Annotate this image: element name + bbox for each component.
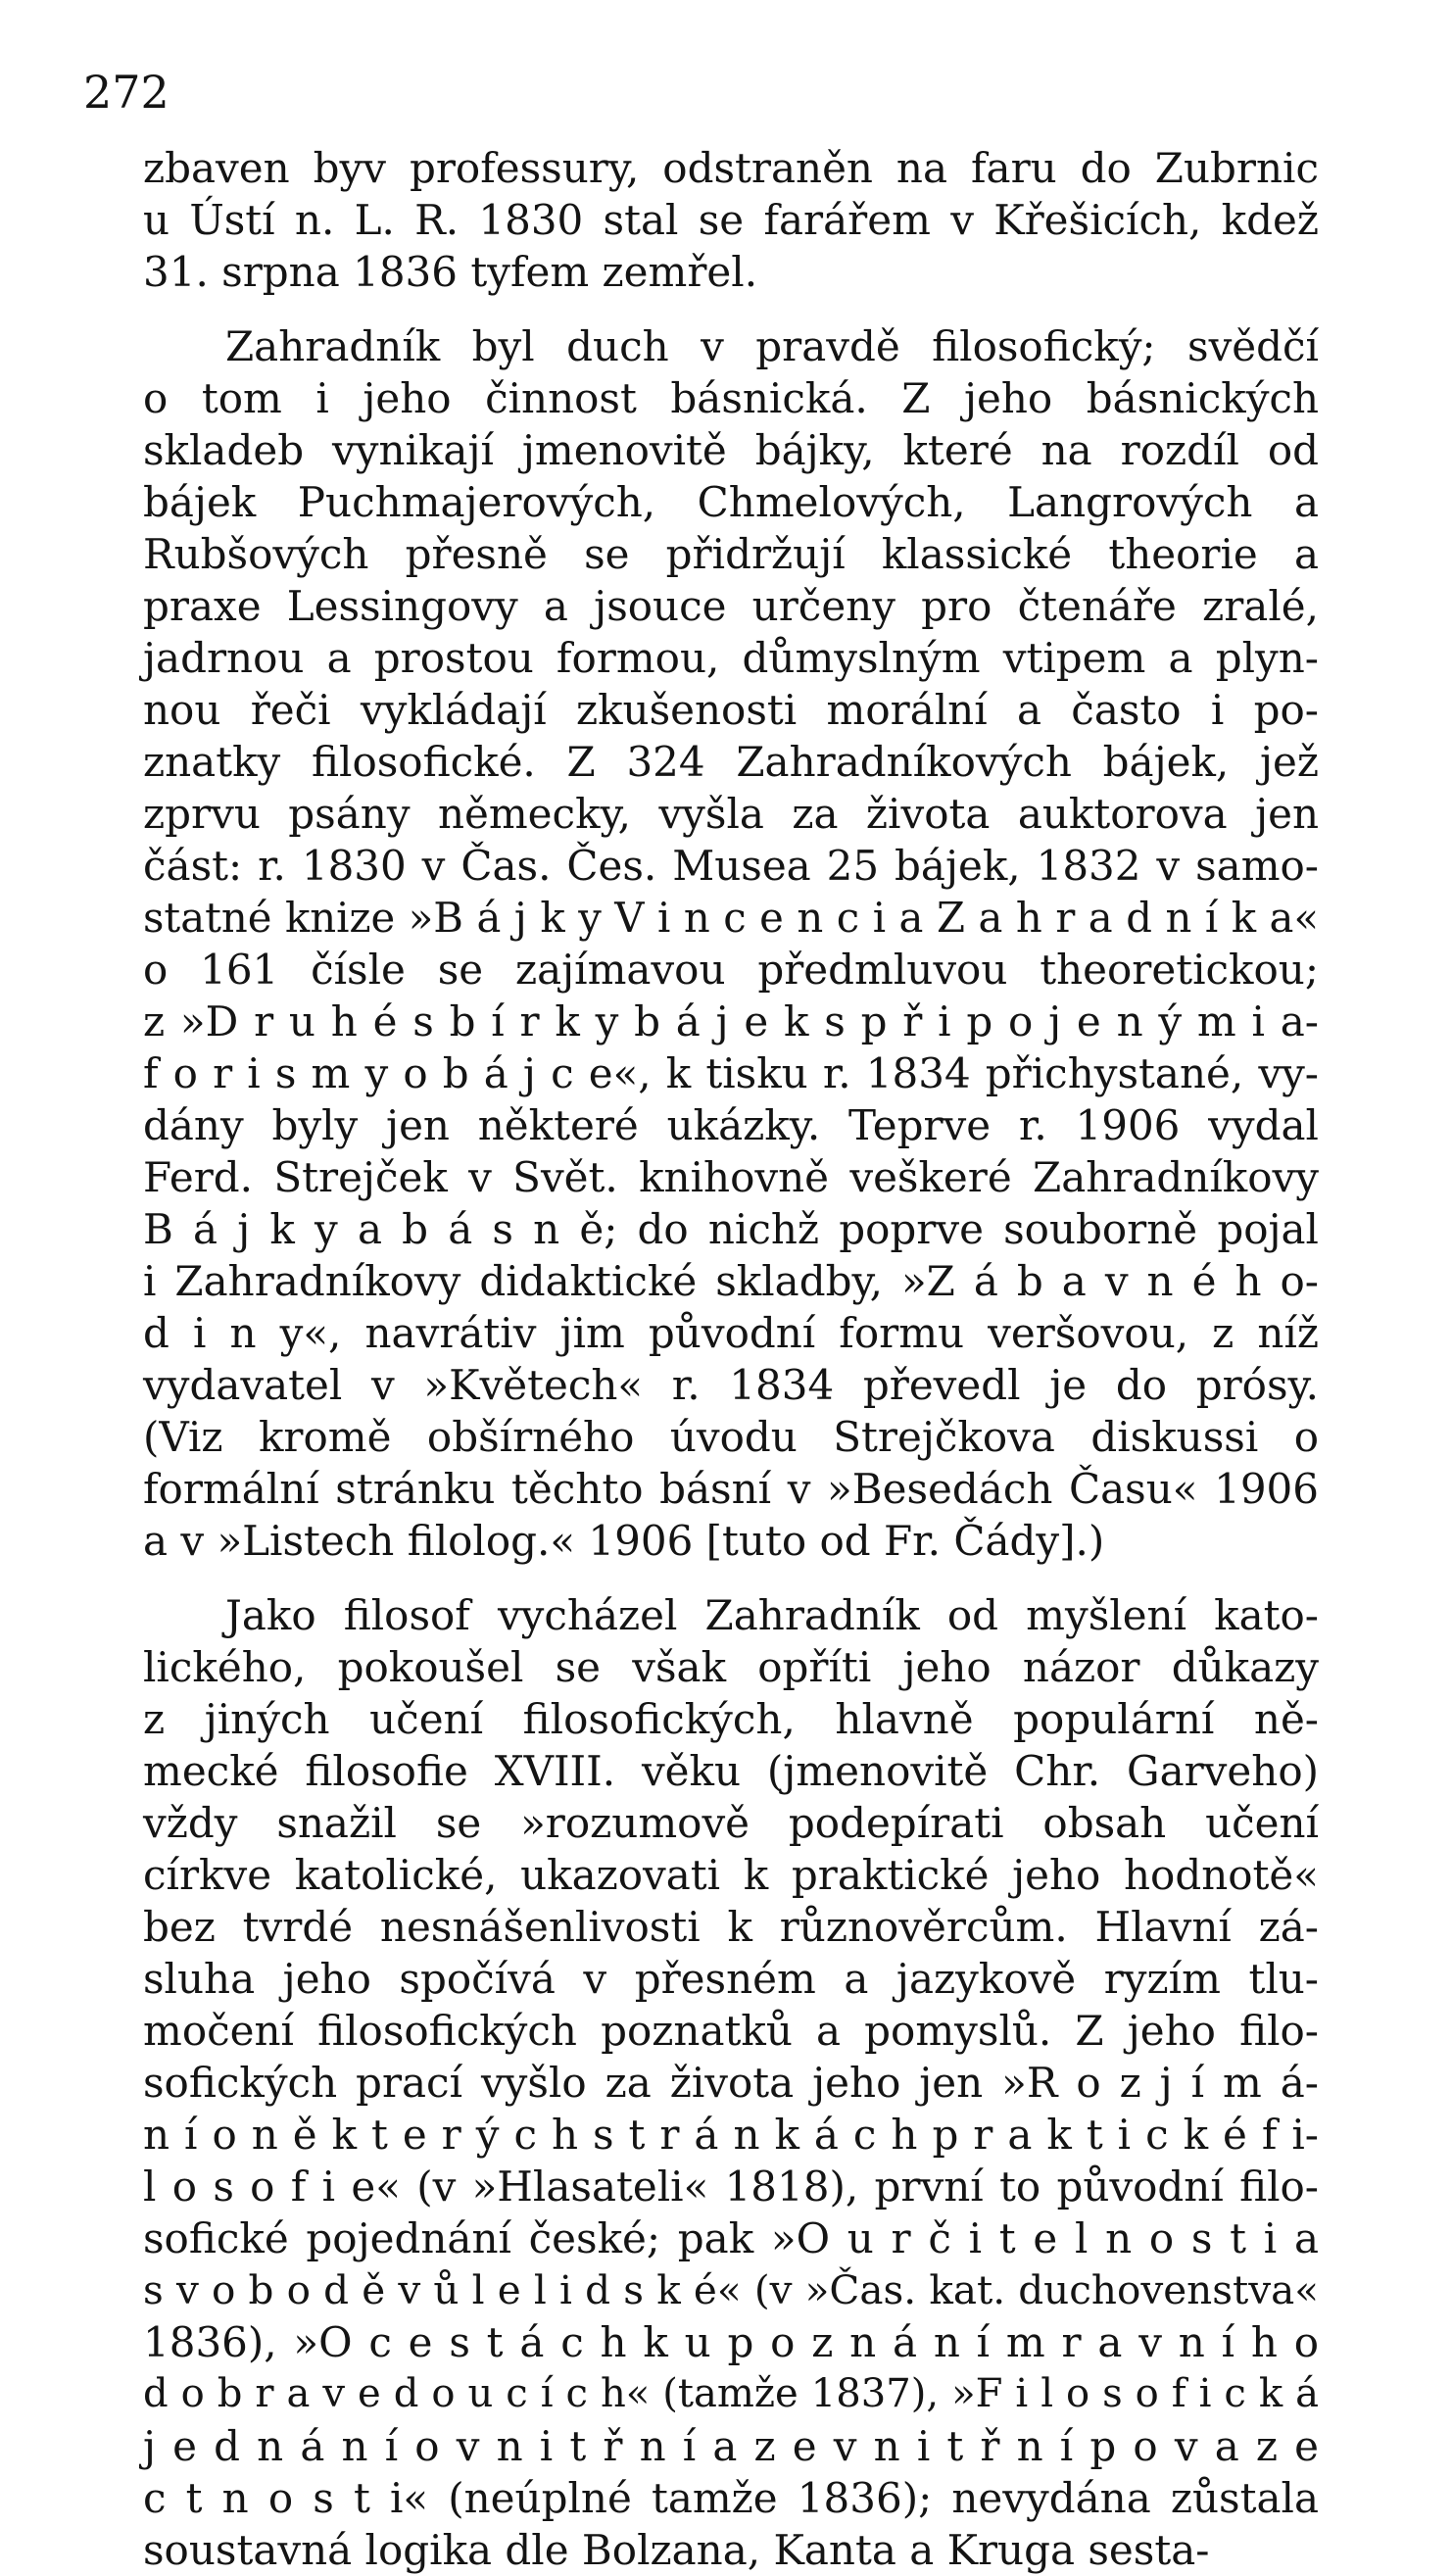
text-line: sluha jeho spočívá v přesném a jazykově ryzím tlu-	[143, 1955, 1319, 2003]
text-line: bez tvrdé nesnášenlivosti k různověrcům. Hlavní zá-	[143, 1903, 1319, 1951]
text-line: nou řeči vykládají zkušenosti morální a často i po-	[143, 686, 1319, 734]
text-line: vždy snažil se »rozumově podepírati obsah učení	[143, 1799, 1319, 1847]
text-line: bájek Puchmajerových, Chmelových, Langrových a	[143, 478, 1319, 526]
text-line: skladeb vynikají jmenovitě bájky, které na rozdíl od	[143, 426, 1319, 474]
text-line: Zahradník byl duch v pravdě filosofický; svědčí	[225, 322, 1319, 370]
paragraph	[143, 320, 1319, 1567]
text-line: Rubšových přesně se přidržují klassické theorie a	[143, 530, 1319, 578]
text-line: u Ústí n. L. R. 1830 stal se farářem v Křešicích, kdež	[143, 196, 1319, 244]
text-line: 31. srpna 1836 tyfem zemřel.	[143, 248, 758, 296]
text-line: lického, pokoušel se však opříti jeho názor důkazy	[143, 1643, 1319, 1691]
text-line: sofických prací vyšlo za života jeho jen »R o z j í m á-	[143, 2059, 1319, 2107]
text-line: mecké filosofie XVIII. věku (jmenovitě Chr. Garveho)	[143, 1747, 1319, 1795]
text-line: o tom i jeho činnost básnická. Z jeho básnických	[143, 374, 1319, 422]
paragraph	[143, 1589, 1319, 2576]
text-line: i Zahradníkovy didaktické skladby, »Z á b a v n é h o-	[143, 1257, 1319, 1305]
text-line: z jiných učení filosofických, hlavně populární ně-	[143, 1695, 1319, 1743]
text-line: sofické pojednání české; pak »O u r č i t e l n o s t i a	[143, 2214, 1319, 2262]
text-line: f o r i s m y o b á j c e«, k tisku r. 1834 přichystané, vy-	[143, 1049, 1319, 1097]
text-line: jadrnou a prostou formou, důmyslným vtipem a plyn-	[143, 634, 1319, 682]
text-line: vydavatel v »Květech« r. 1834 převedl je do prósy.	[143, 1361, 1319, 1409]
text-line: soustavná logika dle Bolzana, Kanta a Kruga sesta-	[143, 2526, 1210, 2574]
text-line: s v o b o d ě v ů l e l i d s k é« (v »Čas. kat. duchovenstva«	[143, 2266, 1319, 2313]
text-line: o 161 čísle se zajímavou předmluvou theoretickou;	[143, 946, 1319, 994]
text-line: 1836), »O c e s t á c h k u p o z n á n í m r a v n í h o	[143, 2318, 1319, 2366]
text-line: B á j k y a b á s n ě; do nichž poprve souborně pojal	[143, 1205, 1319, 1253]
paragraph	[143, 142, 1319, 298]
text-line: d i n y«, navrátiv jim původní formu veršovou, z níž	[143, 1309, 1319, 1357]
text-line: zbaven byv professury, odstraněn na faru do Zubrnic	[143, 144, 1319, 192]
text-line: formální stránku těchto básní v »Besedách Času« 1906	[143, 1465, 1319, 1513]
text-line: j e d n á n í o v n i t ř n í a z e v n i t ř n í p o v a z e	[143, 2422, 1319, 2470]
text-line: statné knize »B á j k y V i n c e n c i a Z a h r a d n í k a«	[143, 894, 1319, 942]
text-line: a v »Listech filolog.« 1906 [tuto od Fr. Čády].)	[143, 1517, 1105, 1565]
text-line: l o s o f i e« (v »Hlasateli« 1818), první to původní filo-	[143, 2163, 1319, 2211]
text-line: zprvu psány německy, vyšla za života auktorova jen	[143, 790, 1319, 838]
text-line: znatky filosofické. Z 324 Zahradníkových bájek, jež	[143, 738, 1319, 786]
body-text	[143, 142, 1319, 2576]
text-line: močení filosofických poznatků a pomyslů. Z jeho filo-	[143, 2007, 1319, 2055]
text-line: Ferd. Strejček v Svět. knihovně veškeré Zahradníkovy	[143, 1153, 1319, 1201]
text-line: n í o n ě k t e r ý c h s t r á n k á c h p r a k t i c k é f i-	[143, 2111, 1319, 2159]
text-line: z »D r u h é s b í r k y b á j e k s p ř i p o j e n ý m i a-	[143, 997, 1319, 1045]
text-line: církve katolické, ukazovati k praktické jeho hodnotě«	[143, 1851, 1319, 1899]
paragraph-gap	[143, 1567, 1319, 1589]
text-line: c t n o s t i« (neúplné tamže 1836); nevydána zůstala	[143, 2474, 1319, 2522]
text-line: d o b r a v e d o u c í c h« (tamže 1837), »F i l o s o f i c k á	[143, 2371, 1319, 2416]
page-number: 272	[83, 66, 169, 119]
text-line: Jako filosof vycházel Zahradník od myšlení kato-	[225, 1591, 1319, 1639]
text-line: praxe Lessingovy a jsouce určeny pro čtenáře zralé,	[143, 582, 1319, 630]
paragraph-gap	[143, 298, 1319, 320]
text-line: část: r. 1830 v Čas. Čes. Musea 25 bájek, 1832 v samo-	[143, 842, 1319, 890]
text-line: dány byly jen některé ukázky. Teprve r. 1906 vydal	[143, 1101, 1319, 1149]
text-line: (Viz kromě obšírného úvodu Strejčkova diskussi o	[143, 1413, 1319, 1461]
